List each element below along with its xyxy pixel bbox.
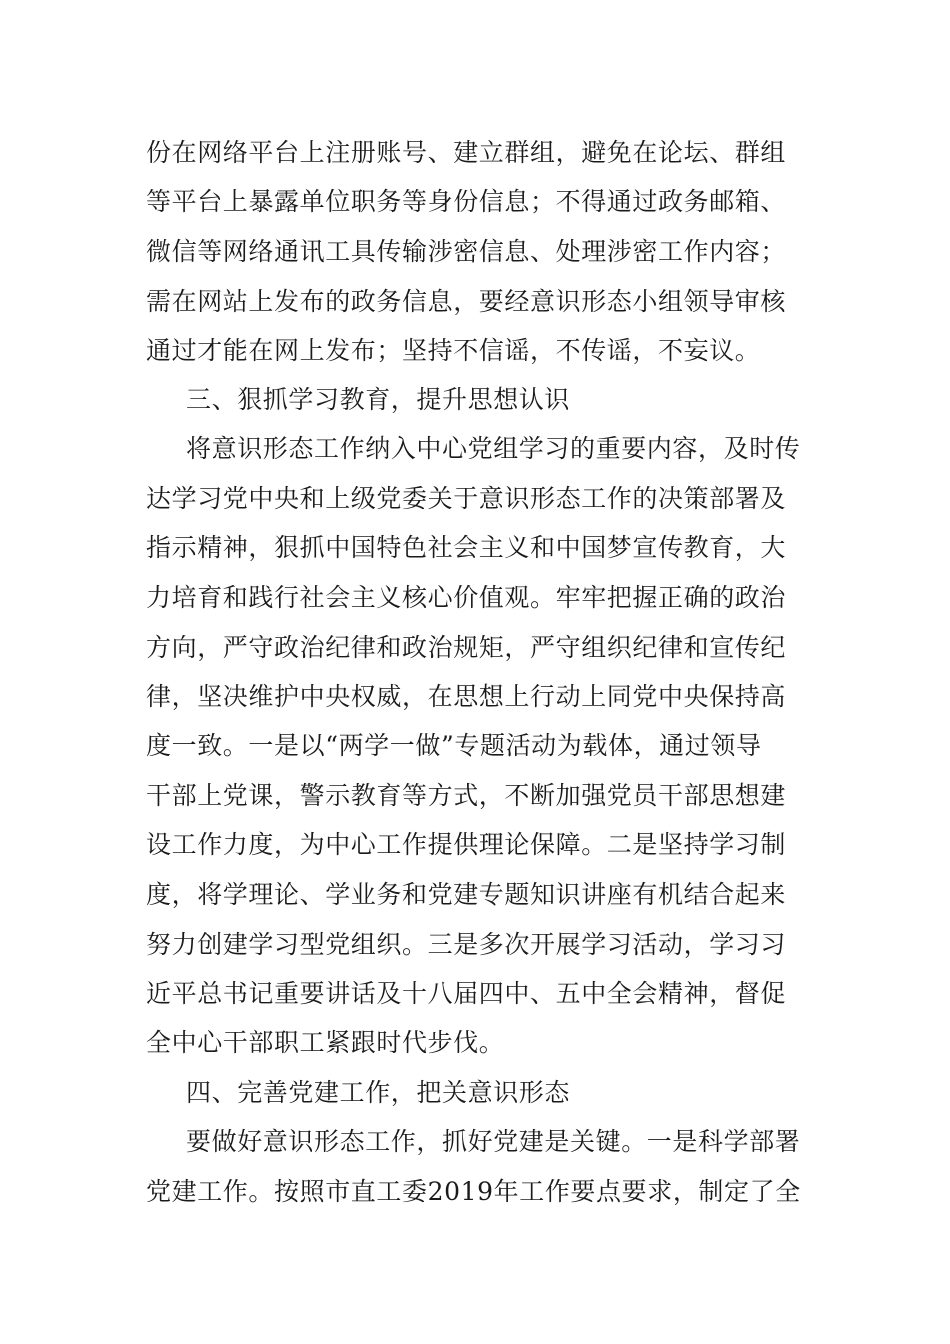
section-heading: 四、完善党建工作，把关意识形态 bbox=[186, 1078, 571, 1107]
text-line: 份在网络平台上注册账号、建立群组，避免在论坛、群组 bbox=[146, 138, 787, 167]
text-line: 微信等网络通讯工具传输涉密信息、处理涉密工作内容； bbox=[146, 237, 787, 266]
text-line: 律，坚决维护中央权威，在思想上行动上同党中央保持高 bbox=[146, 682, 787, 711]
text-line: 度，将学理论、学业务和党建专题知识讲座有机结合起来 bbox=[146, 880, 787, 909]
text-line: 需在网站上发布的政务信息，要经意识形态小组领导审核 bbox=[146, 287, 787, 316]
text-line: 设工作力度，为中心工作提供理论保障。二是坚持学习制 bbox=[146, 830, 787, 859]
text-line: 努力创建学习型党组织。三是多次开展学习活动，学习习 bbox=[146, 930, 787, 959]
text-line: 党建工作。按照市直工委2019年工作要点要求，制定了全 bbox=[146, 1177, 801, 1206]
text-line: 干部上党课，警示教育等方式，不断加强党员干部思想建 bbox=[146, 781, 787, 810]
text-line: 方向，严守政治纪律和政治规矩，严守组织纪律和宣传纪 bbox=[146, 633, 787, 662]
text-line: 近平总书记重要讲话及十八届四中、五中全会精神，督促 bbox=[146, 979, 787, 1008]
text-line: 等平台上暴露单位职务等身份信息；不得通过政务邮箱、 bbox=[146, 187, 787, 216]
text-line: 力培育和践行社会主义核心价值观。牢牢把握正确的政治 bbox=[146, 583, 787, 612]
text-line: 全中心干部职工紧跟时代步伐。 bbox=[146, 1028, 505, 1057]
section-heading: 三、狠抓学习教育，提升思想认识 bbox=[186, 385, 571, 414]
text-line: 将意识形态工作纳入中心党组学习的重要内容，及时传 bbox=[186, 434, 801, 463]
text-line: 通过才能在网上发布；坚持不信谣，不传谣，不妄议。 bbox=[146, 336, 761, 365]
text-line: 指示精神，狠抓中国特色社会主义和中国梦宣传教育，大 bbox=[146, 533, 787, 562]
text-line: 达学习党中央和上级党委关于意识形态工作的决策部署及 bbox=[146, 484, 787, 513]
text-line: 要做好意识形态工作，抓好党建是关键。一是科学部署 bbox=[186, 1127, 801, 1156]
text-line: 度一致。一是以“两学一做”专题活动为载体，通过领导 bbox=[146, 731, 762, 760]
